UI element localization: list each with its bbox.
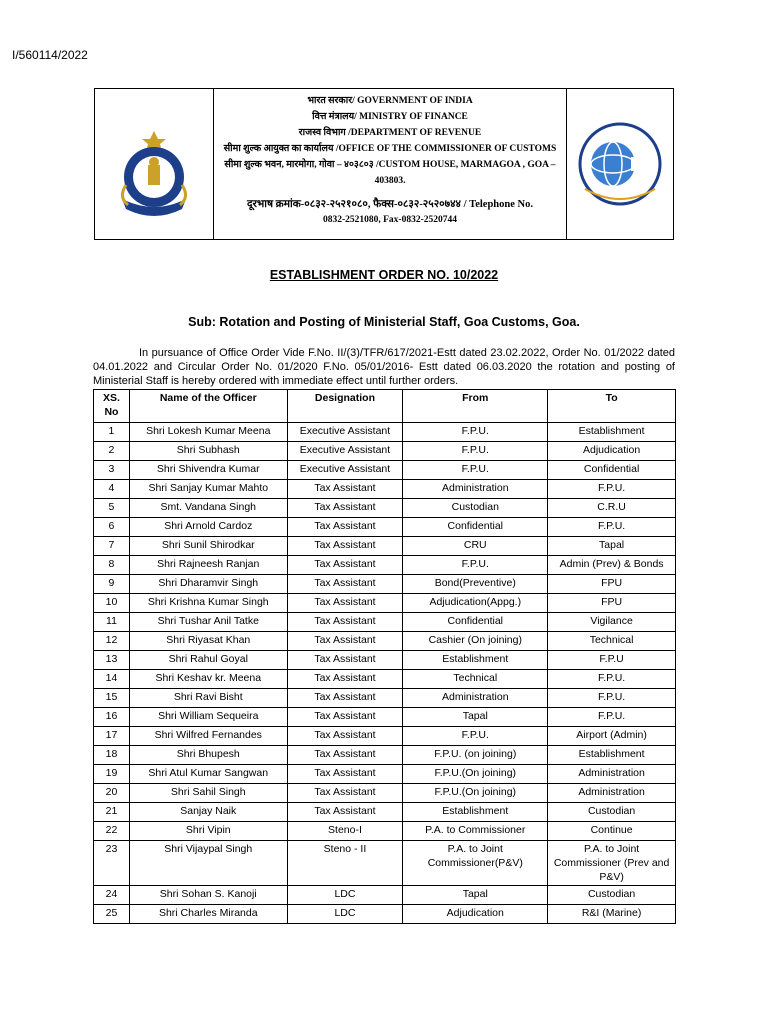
table-row [94, 594, 676, 613]
designation-cell: Tax Assistant [287, 632, 403, 651]
header-from: From [403, 390, 548, 423]
serial-number-cell: 22 [94, 822, 130, 841]
from-cell: F.P.U.(On joining) [403, 784, 548, 803]
serial-number-cell: 13 [94, 651, 130, 670]
to-cell: Technical [548, 632, 676, 651]
serial-number-cell: 12 [94, 632, 130, 651]
from-cell: Establishment [403, 803, 548, 822]
to-cell: R&I (Marine) [548, 905, 676, 924]
serial-number-cell: 3 [94, 461, 130, 480]
designation-cell: Tax Assistant [287, 689, 403, 708]
customs-emblem-logo [95, 89, 214, 239]
table-row [94, 442, 676, 461]
officer-name-cell: Shri Rajneesh Ranjan [129, 556, 287, 575]
designation-cell: Executive Assistant [287, 423, 403, 442]
table-row [94, 480, 676, 499]
table-row [94, 499, 676, 518]
letterhead-line-address: सीमा शुल्क भवन, मारमोगा, गोवा – ४०३८०३ /CUSTOM HOUSE, MARMAGOA , GOA – 403803. [224, 160, 556, 186]
edi-25-years-logo [566, 89, 673, 239]
designation-cell: Executive Assistant [287, 461, 403, 480]
from-cell: Adjudication [403, 905, 548, 924]
letterhead-text [214, 89, 566, 239]
to-cell: C.R.U [548, 499, 676, 518]
serial-number-cell: 19 [94, 765, 130, 784]
to-cell: F.P.U. [548, 689, 676, 708]
customs-badge-icon [104, 105, 204, 223]
from-cell: Technical [403, 670, 548, 689]
to-cell: Establishment [548, 423, 676, 442]
from-cell: F.P.U.(On joining) [403, 765, 548, 784]
table-row [94, 886, 676, 905]
from-cell: CRU [403, 537, 548, 556]
officer-name-cell: Shri Sohan S. Kanoji [129, 886, 287, 905]
officer-name-cell: Shri Ravi Bisht [129, 689, 287, 708]
officer-name-cell: Shri Krishna Kumar Singh [129, 594, 287, 613]
to-cell: Vigilance [548, 613, 676, 632]
officer-name-cell: Shri Riyasat Khan [129, 632, 287, 651]
from-cell: F.P.U. [403, 556, 548, 575]
from-cell: F.P.U. [403, 727, 548, 746]
table-row [94, 822, 676, 841]
letterhead-line-office: सीमा शुल्क आयुक्त का कार्यालय /OFFICE OF THE COMMISSIONER OF CUSTOMS [223, 144, 557, 154]
from-cell: F.P.U. (on joining) [403, 746, 548, 765]
table-row [94, 670, 676, 689]
officer-name-cell: Shri Wilfred Fernandes [129, 727, 287, 746]
posting-table [93, 389, 676, 924]
table-row [94, 746, 676, 765]
from-cell: F.P.U. [403, 423, 548, 442]
officer-name-cell: Shri Subhash [129, 442, 287, 461]
from-cell: Establishment [403, 651, 548, 670]
to-cell: Custodian [548, 886, 676, 905]
letterhead-line-ministry: वित्त मंत्रालय/ MINISTRY OF FINANCE [312, 112, 468, 122]
from-cell: Administration [403, 689, 548, 708]
serial-number-cell: 4 [94, 480, 130, 499]
serial-number-cell: 16 [94, 708, 130, 727]
to-cell: FPU [548, 575, 676, 594]
officer-name-cell: Smt. Vandana Singh [129, 499, 287, 518]
to-cell: Administration [548, 784, 676, 803]
officer-name-cell: Shri Sunil Shirodkar [129, 537, 287, 556]
serial-number-cell: 24 [94, 886, 130, 905]
letterhead-line-department: राजस्व विभाग /DEPARTMENT OF REVENUE [298, 128, 482, 138]
letterhead-phone-line: दूरभाष क्रमांक-०८३२-२५२१०८०, फैक्स-०८३२-२५२०७४४ / Telephone No. [247, 199, 533, 210]
to-cell: Custodian [548, 803, 676, 822]
table-row [94, 423, 676, 442]
serial-number-cell: 17 [94, 727, 130, 746]
table-row [94, 905, 676, 924]
serial-number-cell: 5 [94, 499, 130, 518]
table-row [94, 461, 676, 480]
table-row [94, 708, 676, 727]
officer-name-cell: Shri Atul Kumar Sangwan [129, 765, 287, 784]
to-cell: Establishment [548, 746, 676, 765]
order-title: ESTABLISHMENT ORDER NO. 10/2022 [269, 268, 499, 282]
serial-number-cell: 25 [94, 905, 130, 924]
serial-number-cell: 9 [94, 575, 130, 594]
table-row [94, 651, 676, 670]
from-cell: Adjudication(Appg.) [403, 594, 548, 613]
officer-name-cell: Shri Sanjay Kumar Mahto [129, 480, 287, 499]
table-row [94, 537, 676, 556]
from-cell: Tapal [403, 886, 548, 905]
designation-cell: Tax Assistant [287, 651, 403, 670]
to-cell: Airport (Admin) [548, 727, 676, 746]
officer-name-cell: Shri Dharamvir Singh [129, 575, 287, 594]
designation-cell: Tax Assistant [287, 556, 403, 575]
from-cell: F.P.U. [403, 442, 548, 461]
table-body [94, 423, 676, 924]
serial-number-cell: 20 [94, 784, 130, 803]
designation-cell: Tax Assistant [287, 765, 403, 784]
table-row [94, 518, 676, 537]
officer-name-cell: Sanjay Naik [129, 803, 287, 822]
serial-number-cell: 7 [94, 537, 130, 556]
serial-number-cell: 14 [94, 670, 130, 689]
designation-cell: Steno-I [287, 822, 403, 841]
officer-name-cell: Shri Bhupesh [129, 746, 287, 765]
designation-cell: Tax Assistant [287, 727, 403, 746]
officer-name-cell: Shri Keshav kr. Meena [129, 670, 287, 689]
to-cell: Adjudication [548, 442, 676, 461]
letterhead [94, 88, 674, 240]
table-row [94, 727, 676, 746]
to-cell: Confidential [548, 461, 676, 480]
serial-number-cell: 2 [94, 442, 130, 461]
header-designation: Designation [287, 390, 403, 423]
designation-cell: Tax Assistant [287, 746, 403, 765]
to-cell: P.A. to Joint Commissioner (Prev and P&V) [548, 841, 676, 886]
table-header-row [94, 390, 676, 423]
to-cell: Administration [548, 765, 676, 784]
designation-cell: Executive Assistant [287, 442, 403, 461]
officer-name-cell: Shri Vijaypal Singh [129, 841, 287, 886]
from-cell: Cashier (On joining) [403, 632, 548, 651]
order-subject: Sub: Rotation and Posting of Ministerial Staff, Goa Customs, Goa. [188, 315, 580, 329]
officer-name-cell: Shri William Sequeira [129, 708, 287, 727]
table-row [94, 765, 676, 784]
officer-name-cell: Shri Lokesh Kumar Meena [129, 423, 287, 442]
officer-name-cell: Shri Arnold Cardoz [129, 518, 287, 537]
table-row [94, 632, 676, 651]
serial-number-cell: 6 [94, 518, 130, 537]
header-serial-number: XS. No [94, 390, 130, 423]
serial-number-cell: 21 [94, 803, 130, 822]
to-cell: F.P.U [548, 651, 676, 670]
table-row [94, 784, 676, 803]
to-cell: Admin (Prev) & Bonds [548, 556, 676, 575]
designation-cell: Steno - II [287, 841, 403, 886]
globe-icon [575, 119, 665, 209]
designation-cell: Tax Assistant [287, 803, 403, 822]
from-cell: Tapal [403, 708, 548, 727]
serial-number-cell: 18 [94, 746, 130, 765]
designation-cell: Tax Assistant [287, 613, 403, 632]
table-row [94, 556, 676, 575]
order-body-paragraph: In pursuance of Office Order Vide F.No. II/(3)/TFR/617/2021-Estt dated 23.02.2022, Order No. 01/2022 dated 04.01.2022 and Circular Order No. 01/2020 F.No. 05/01/2016- Estt dated 06.03.2020 the rotation and posting of Ministerial Staff is hereby ordered with immediate effect until further orders. [93, 347, 675, 387]
to-cell: F.P.U. [548, 708, 676, 727]
from-cell: P.A. to Commissioner [403, 822, 548, 841]
letterhead-phone-numbers: 0832-2521080, Fax-0832-2520744 [322, 215, 458, 225]
designation-cell: Tax Assistant [287, 594, 403, 613]
officer-name-cell: Shri Shivendra Kumar [129, 461, 287, 480]
serial-number-cell: 8 [94, 556, 130, 575]
from-cell: Custodian [403, 499, 548, 518]
from-cell: Administration [403, 480, 548, 499]
header-officer-name: Name of the Officer [129, 390, 287, 423]
to-cell: F.P.U. [548, 670, 676, 689]
letterhead-line-government: भारत सरकार/ GOVERNMENT OF INDIA [307, 96, 473, 106]
header-to: To [548, 390, 676, 423]
from-cell: P.A. to Joint Commissioner(P&V) [403, 841, 548, 886]
serial-number-cell: 1 [94, 423, 130, 442]
to-cell: FPU [548, 594, 676, 613]
officer-name-cell: Shri Charles Miranda [129, 905, 287, 924]
officer-name-cell: Shri Tushar Anil Tatke [129, 613, 287, 632]
designation-cell: Tax Assistant [287, 575, 403, 594]
serial-number-cell: 23 [94, 841, 130, 886]
officer-name-cell: Shri Sahil Singh [129, 784, 287, 803]
designation-cell: Tax Assistant [287, 480, 403, 499]
document-reference-number: I/560114/2022 [12, 48, 88, 62]
designation-cell: Tax Assistant [287, 670, 403, 689]
to-cell: Continue [548, 822, 676, 841]
to-cell: Tapal [548, 537, 676, 556]
table-row [94, 689, 676, 708]
table-row [94, 841, 676, 886]
designation-cell: LDC [287, 905, 403, 924]
officer-name-cell: Shri Vipin [129, 822, 287, 841]
from-cell: Confidential [403, 613, 548, 632]
designation-cell: Tax Assistant [287, 518, 403, 537]
from-cell: Bond(Preventive) [403, 575, 548, 594]
to-cell: F.P.U. [548, 480, 676, 499]
designation-cell: Tax Assistant [287, 499, 403, 518]
designation-cell: Tax Assistant [287, 537, 403, 556]
officer-name-cell: Shri Rahul Goyal [129, 651, 287, 670]
designation-cell: LDC [287, 886, 403, 905]
designation-cell: Tax Assistant [287, 784, 403, 803]
to-cell: F.P.U. [548, 518, 676, 537]
table-row [94, 613, 676, 632]
from-cell: F.P.U. [403, 461, 548, 480]
from-cell: Confidential [403, 518, 548, 537]
table-row [94, 575, 676, 594]
designation-cell: Tax Assistant [287, 708, 403, 727]
table-row [94, 803, 676, 822]
serial-number-cell: 11 [94, 613, 130, 632]
serial-number-cell: 15 [94, 689, 130, 708]
serial-number-cell: 10 [94, 594, 130, 613]
